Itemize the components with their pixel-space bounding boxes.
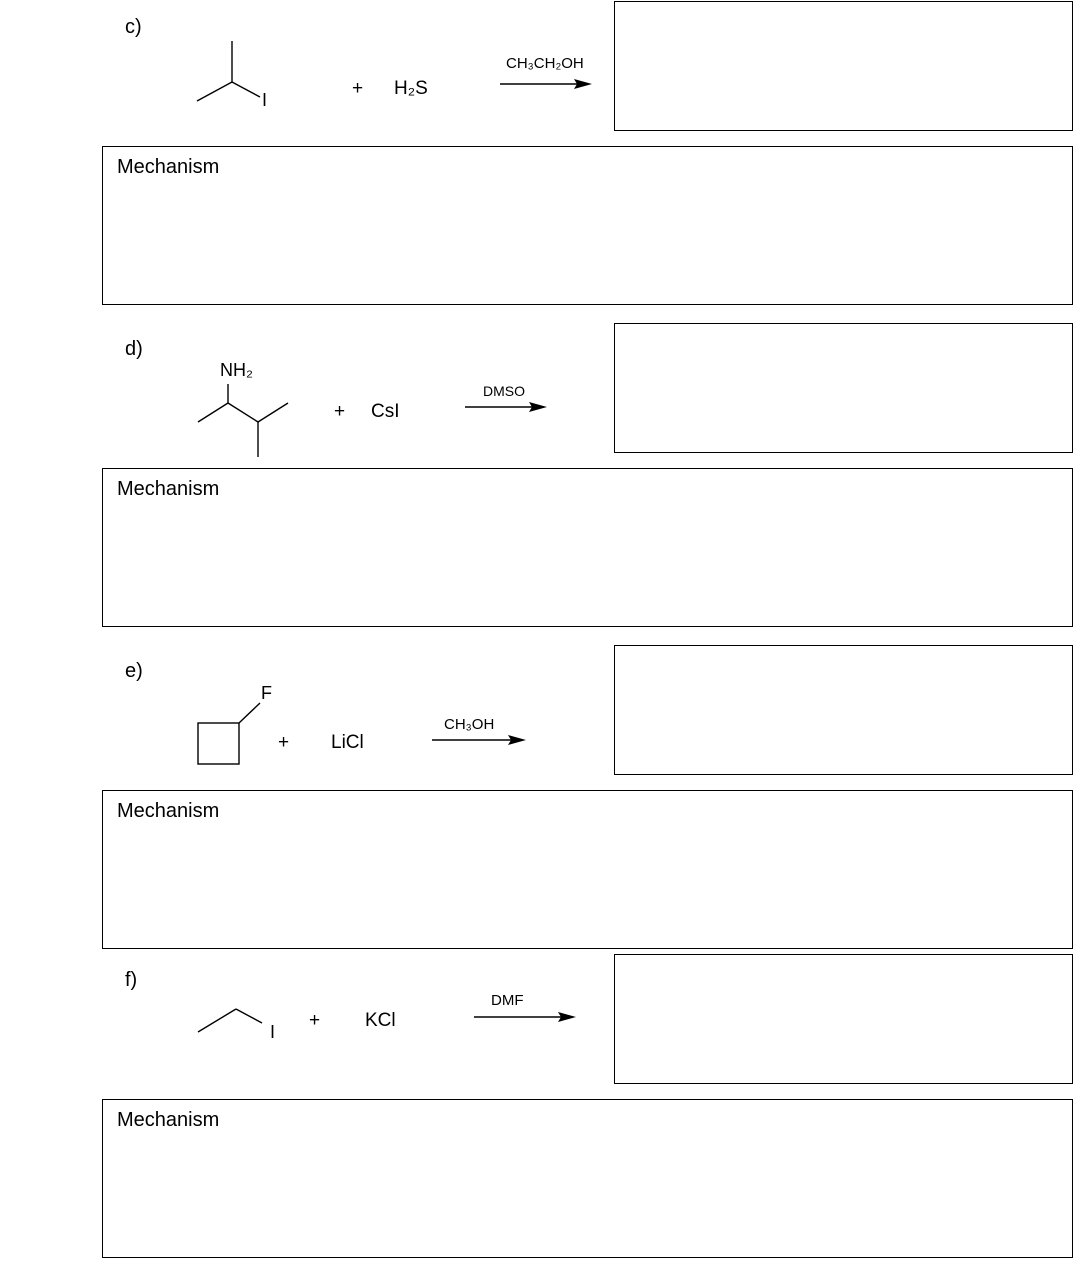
reaction-condition: DMF xyxy=(491,992,524,1009)
plus-sign: + xyxy=(309,1010,321,1031)
mechanism-label: Mechanism xyxy=(117,478,220,500)
product-answer-box[interactable] xyxy=(614,954,1073,1084)
product-answer-box[interactable] xyxy=(614,323,1073,453)
mechanism-label: Mechanism xyxy=(117,1109,220,1131)
product-answer-box[interactable] xyxy=(614,1,1073,131)
reaction-arrow xyxy=(498,77,594,91)
reagent-formula: H₂S xyxy=(394,78,428,99)
amine-group-label: NH₂ xyxy=(220,360,253,380)
reaction-condition: CH₃OH xyxy=(444,716,495,733)
plus-sign: + xyxy=(352,78,364,99)
iodine-atom-label: I xyxy=(270,1022,276,1042)
reagent-formula: CsI xyxy=(371,401,400,422)
mechanism-label: Mechanism xyxy=(117,156,220,178)
problem-label: d) xyxy=(125,338,143,360)
product-answer-box[interactable] xyxy=(614,645,1073,775)
reaction-condition: CH₃CH₂OH xyxy=(506,55,584,72)
fluorine-atom-label: F xyxy=(261,683,272,703)
reagent-formula: LiCl xyxy=(331,732,364,753)
mechanism-box[interactable] xyxy=(102,790,1073,949)
reaction-condition: DMSO xyxy=(483,383,525,399)
reaction-arrow xyxy=(430,733,530,747)
plus-sign: + xyxy=(278,732,290,753)
mechanism-box[interactable] xyxy=(102,146,1073,305)
iodine-atom-label: I xyxy=(262,90,268,110)
reagent-formula: KCl xyxy=(365,1010,396,1031)
problem-label: c) xyxy=(125,16,142,38)
mechanism-label: Mechanism xyxy=(117,800,220,822)
substrate-structure-d xyxy=(190,380,300,470)
problem-label: e) xyxy=(125,660,143,682)
substrate-structure-e xyxy=(190,695,270,775)
reaction-arrow xyxy=(463,400,549,414)
problem-label: f) xyxy=(125,969,138,991)
mechanism-box[interactable] xyxy=(102,1099,1073,1258)
substrate-structure-f xyxy=(190,995,280,1045)
mechanism-box[interactable] xyxy=(102,468,1073,627)
plus-sign: + xyxy=(334,401,346,422)
reaction-arrow xyxy=(472,1010,580,1024)
